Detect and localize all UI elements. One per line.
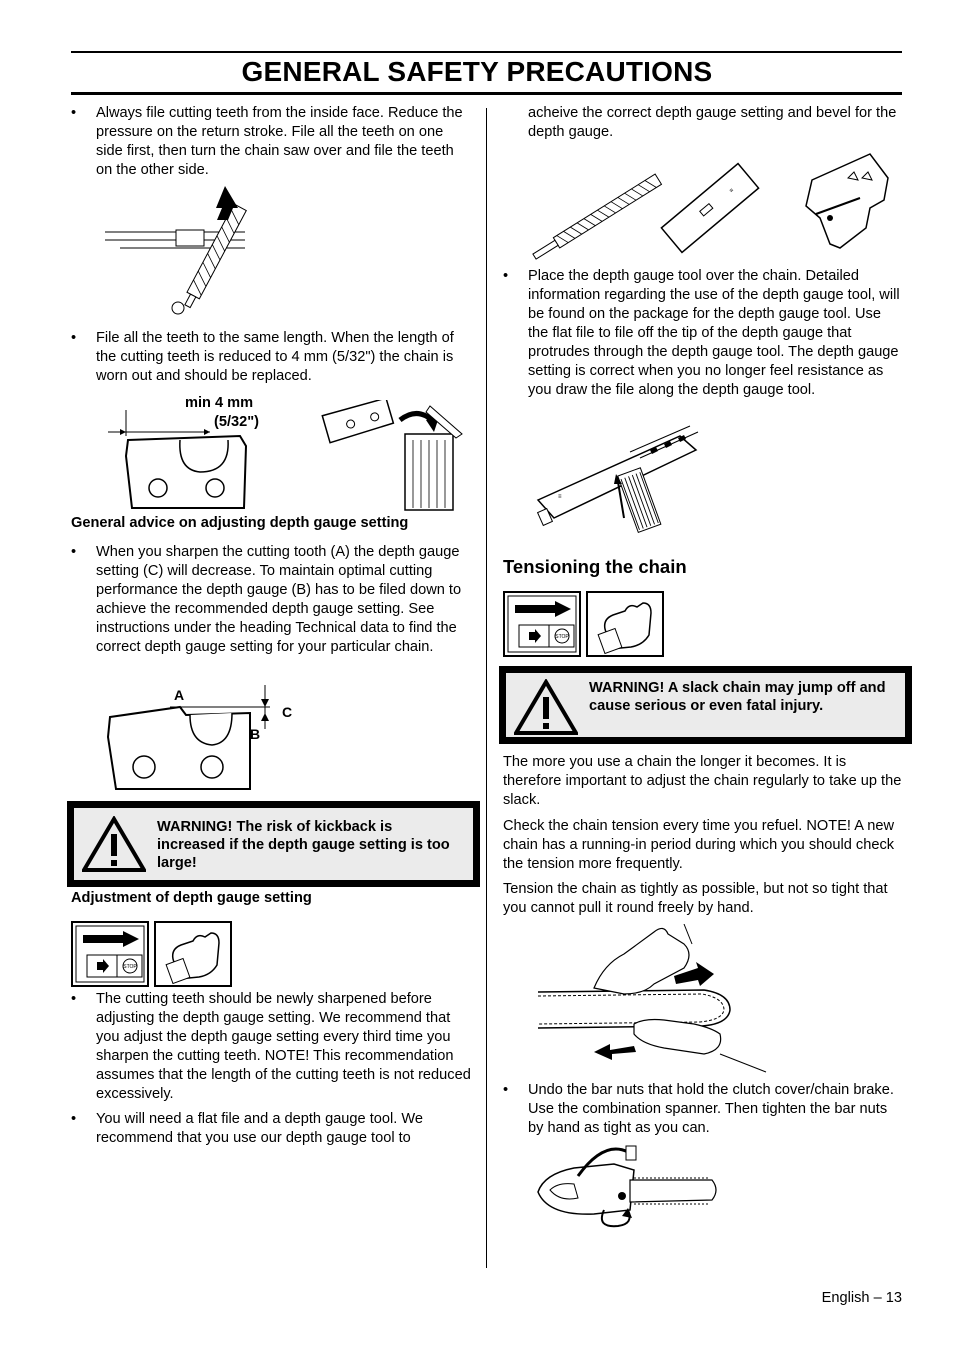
heading-general-advice: General advice on adjusting depth gauge setting — [71, 515, 409, 531]
warning-text: WARNING! A slack chain may jump off and cause serious or even fatal injury. — [589, 680, 886, 714]
warning-box-slack-chain — [499, 666, 912, 744]
list-item-text: Place the depth gauge tool over the chain. Detailed information regarding the use of the depth gauge tool, will be found on the package for the depth gauge tool. Use the flat file to file off the tip of the depth gauge that protrudes through the depth gauge tool. The depth gauge setting is correct when you no longer feel resistance as you draw the file along the depth gauge tool. — [528, 268, 900, 398]
continued-text: acheive the correct depth gauge setting and bevel for the depth gauge. — [528, 105, 897, 140]
warning-triangle-icon — [514, 679, 578, 735]
paragraph-tension-tightly: Tension the chain as tightly as possible, but not so tight that you cannot pull it round freely by hand. — [503, 881, 888, 916]
header-rule-bottom — [71, 92, 902, 95]
min-label-1: min 4 mm — [185, 395, 254, 411]
paragraph-check-tension: Check the chain tension every time you refuel. NOTE! A new chain has a running-in period during which you should check the tension more frequently. — [503, 818, 895, 872]
list-item-text: You will need a flat file and a depth gauge tool. We recommend that you use our depth gauge tool to — [96, 1111, 423, 1146]
label-c: C — [282, 704, 293, 720]
header-rule-top — [71, 51, 902, 53]
bullet-dot: • — [503, 1082, 509, 1098]
list-item-text: Undo the bar nuts that hold the clutch cover/chain brake. Use the combination spanner. Then tighten the bar nuts by hand as tight as you can. — [528, 1082, 894, 1136]
loosen-bar-nuts-illustration — [534, 1140, 724, 1232]
heading-adjustment: Adjustment of depth gauge setting — [71, 890, 312, 906]
paragraph-chain-length: The more you use a chain the longer it becomes. It is therefore important to adjust the chain regularly to take up the slack. — [503, 754, 902, 808]
list-item-text: Always file cutting teeth from the inside face. Reduce the pressure on the return stroke. File all the teeth on one side first, then turn the chain saw over and file the teeth on the other side. — [96, 105, 463, 178]
depth-gauge-tool-on-chain — [530, 422, 730, 542]
list-item-text: File all the teeth to the same length. When the length of the cutting teeth is reduced to 4 mm (5/32") the chain is worn out and should be replaced. — [96, 330, 454, 384]
bullet-dot: • — [503, 268, 509, 284]
column-divider — [486, 108, 487, 1268]
label-a: A — [174, 687, 185, 703]
bullet-dot: • — [71, 991, 77, 1007]
label-b: B — [250, 726, 261, 742]
page-number: English – 13 — [821, 1290, 902, 1306]
min-label-2: (5/32") — [214, 414, 260, 430]
warning-box-inner — [506, 673, 905, 737]
stop-sign-label: STOP — [123, 964, 137, 970]
list-item-text: When you sharpen the cutting tooth (A) the depth gauge setting (C) will decrease. To maintain optimal cutting performance the depth gauge (B) has to be filed down to achieve the recommended depth gauge setting. See instructions under the heading Technical data to find the correct depth gauge setting for your particular chain. — [96, 544, 462, 655]
warning-box-inner — [74, 808, 473, 880]
stop-engine-glove-icons — [71, 921, 233, 988]
file-and-gauge-tools — [530, 148, 900, 260]
bullet-dot: • — [71, 105, 77, 121]
worn-tooth-illustration — [100, 400, 470, 512]
bullet-dot: • — [71, 330, 77, 346]
page-title: GENERAL SAFETY PRECAUTIONS — [241, 56, 713, 87]
depth-gauge-diagram — [100, 685, 310, 795]
tension-chain-by-hand-illustration — [534, 924, 774, 1074]
warning-text: WARNING! The risk of kickback is increased if the depth gauge setting is too large! — [157, 819, 450, 871]
stop-engine-glove-icons — [503, 591, 665, 658]
list-item-text: The cutting teeth should be newly sharpened before adjusting the depth gauge setting. We recommend that you adjust the depth gauge setting every third time you sharpen the cutting teeth. NOTE! This recommendation assumes that the length of the cutting teeth is not reduced excessively. — [96, 991, 471, 1102]
svg-text:≡: ≡ — [728, 187, 736, 195]
bullet-dot: • — [71, 1111, 77, 1127]
bullet-dot: • — [71, 544, 77, 560]
file-teeth-illustration — [100, 186, 250, 326]
stop-sign-label: STOP — [555, 634, 569, 640]
heading-tensioning: Tensioning the chain — [503, 556, 687, 577]
warning-box-kickback — [67, 801, 480, 887]
warning-triangle-icon — [82, 816, 146, 872]
svg-text:≡: ≡ — [558, 494, 562, 500]
